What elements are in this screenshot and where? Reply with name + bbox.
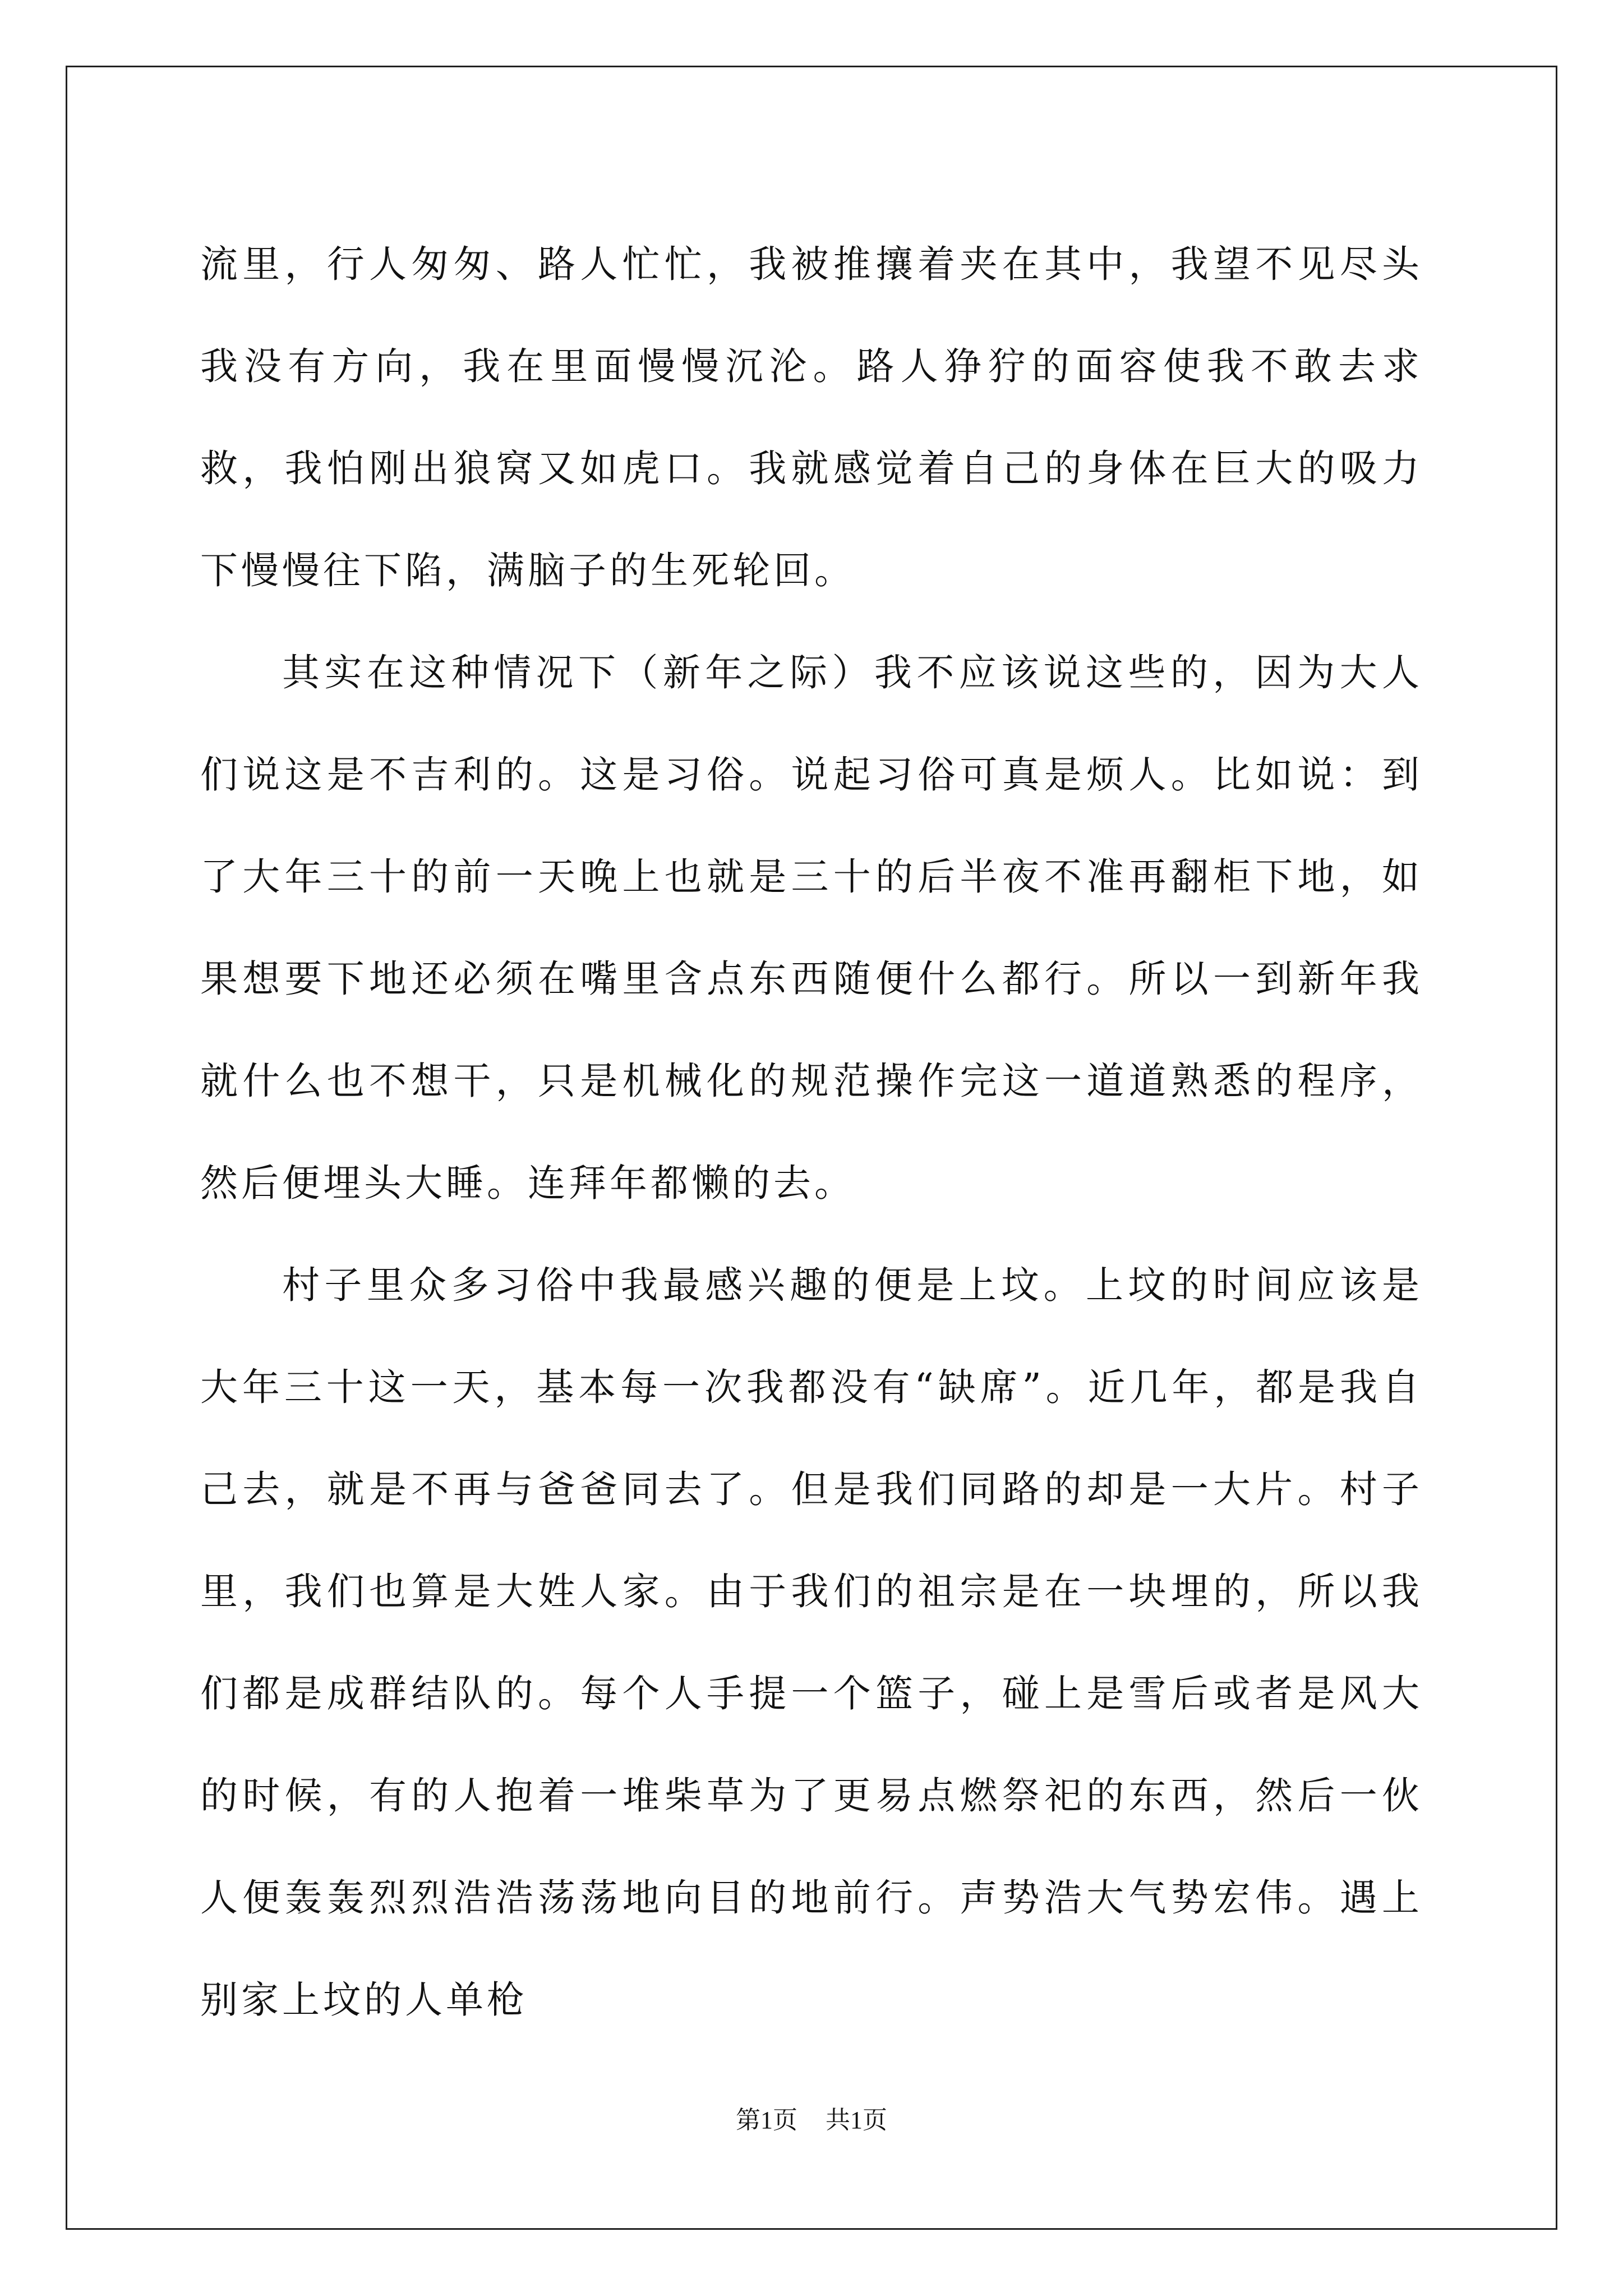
- paragraph-1: 流里，行人匆匆、路人忙忙，我被推攘着夹在其中，我望不见尽头我没有方向，我在里面慢慢沉沦。路人狰狞的面容使我不敢去求救，我怕刚出狼窝又如虎口。我就感觉着自己的身体在巨大的吸力下慢慢往下陷，满脑子的生死轮回。: [200, 242, 1423, 592]
- page-total: 共1页: [826, 2106, 887, 2134]
- page-number: 第1页: [736, 2106, 797, 2134]
- paragraph-3: 村子里众多习俗中我最感兴趣的便是上坟。上坟的时间应该是大年三十这一天，基本每一次我都没有“缺席”。近几年，都是我自己去，就是不再与爸爸同去了。但是我们同路的却是一大片。村子里，我们也算是大姓人家。由于我们的祖宗是在一块埋的，所以我们都是成群结队的。每个人手提一个篮子，碰上是雪后或者是风大的时候，有的人抱着一堆柴草为了更易点燃祭祀的东西，然后一伙人便轰轰烈烈浩浩荡荡地向目的地前行。声势浩大气势宏伟。遇上别家上坟的人单枪: [200, 1263, 1423, 2022]
- page-footer: [0, 2104, 1623, 2137]
- paragraph-2: 其实在这种情况下（新年之际）我不应该说这些的，因为大人们说这是不吉利的。这是习俗。说起习俗可真是烦人。比如说：到了大年三十的前一天晚上也就是三十的后半夜不准再翻柜下地，如果想要下地还必须在嘴里含点东西随便什么都行。所以一到新年我就什么也不想干，只是机械化的规范操作完这一道道熟悉的程序，然后便埋头大睡。连拜年都懒的去。: [200, 651, 1423, 1205]
- document-body: [200, 213, 1423, 2051]
